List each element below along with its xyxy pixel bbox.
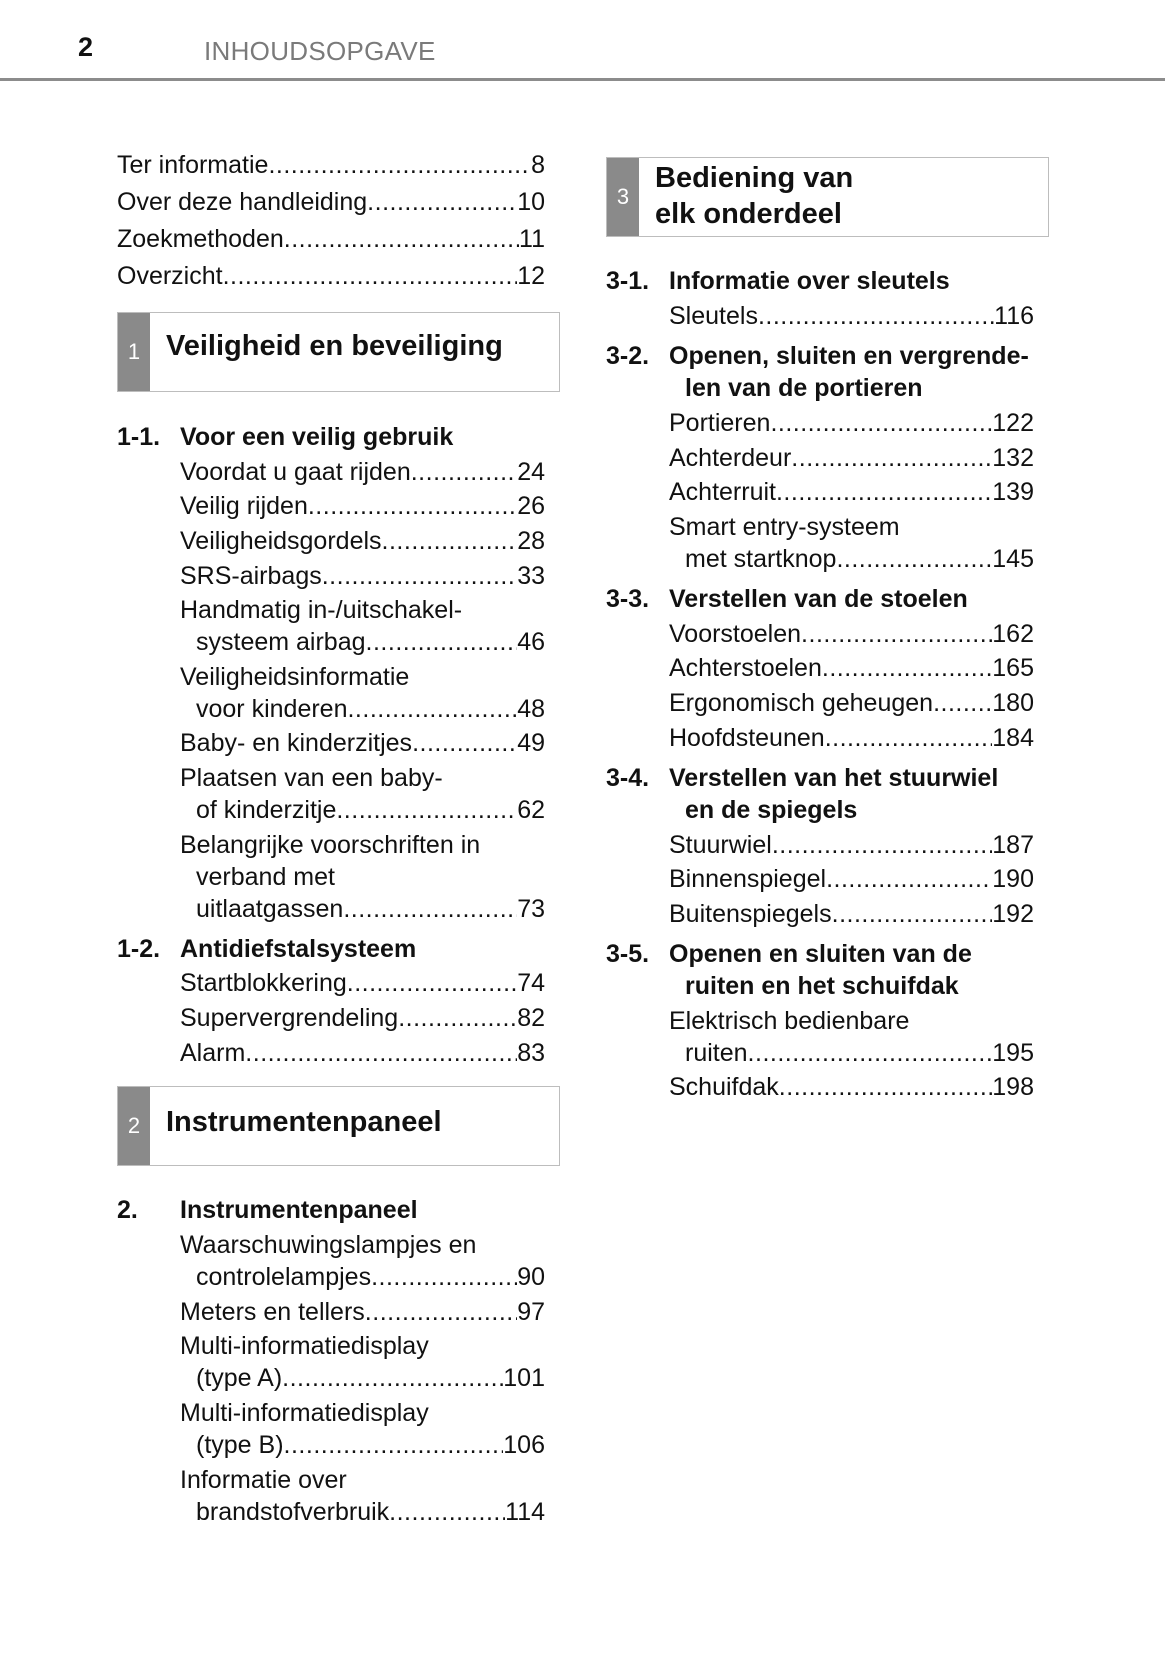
entry-page: 8 xyxy=(531,151,545,179)
page-header xyxy=(0,0,1165,82)
entry-title: Veilig rijden xyxy=(180,492,308,520)
dot-leader xyxy=(343,894,517,924)
toc-entry[interactable] xyxy=(196,1262,545,1292)
dot-leader xyxy=(347,968,517,998)
dot-leader xyxy=(411,457,517,487)
entry-title: controlelampjes xyxy=(196,1263,372,1291)
dot-leader xyxy=(398,1003,517,1033)
dot-leader xyxy=(367,187,517,217)
section-number: 1-1. xyxy=(117,423,161,451)
toc-entry[interactable] xyxy=(669,301,1034,331)
entry-title: SRS-airbags xyxy=(180,562,322,590)
chapter-2-header[interactable] xyxy=(117,1086,560,1166)
entry-page: 122 xyxy=(992,409,1034,437)
toc-entry[interactable] xyxy=(669,688,1034,718)
toc-entry[interactable] xyxy=(180,1038,545,1068)
entry-title: Over deze handleiding xyxy=(117,188,368,216)
entry-title: Achterstoelen xyxy=(669,654,822,682)
dot-leader xyxy=(322,561,517,591)
chapter-tab: 1 xyxy=(118,313,150,391)
toc-entry[interactable] xyxy=(196,1430,545,1460)
entry-page: 82 xyxy=(517,1004,545,1032)
entry-title: Baby- en kinderzitjes xyxy=(180,729,413,757)
toc-entry[interactable] xyxy=(669,443,1034,473)
section-title[interactable]: Openen en sluiten van de xyxy=(669,940,972,968)
entry-title-line: Informatie over xyxy=(180,1466,347,1494)
entry-title: (type B) xyxy=(196,1431,284,1459)
entry-page: 180 xyxy=(992,689,1034,717)
dot-leader xyxy=(223,261,518,291)
entry-title-line: Plaatsen van een baby- xyxy=(180,764,443,792)
entry-page: 165 xyxy=(992,654,1034,682)
entry-title: met startknop xyxy=(685,545,837,573)
toc-entry[interactable] xyxy=(669,723,1034,753)
entry-title: Achterruit xyxy=(669,478,776,506)
entry-page: 190 xyxy=(992,865,1034,893)
entry-title: uitlaatgassen xyxy=(196,895,344,923)
chapter-title-line-1: Bediening van xyxy=(655,162,854,194)
entry-page: 187 xyxy=(992,831,1034,859)
toc-entry[interactable] xyxy=(180,1003,545,1033)
entry-title: systeem airbag xyxy=(196,628,366,656)
toc-entry[interactable] xyxy=(117,261,545,291)
entry-title-line: Veiligheidsinformatie xyxy=(180,663,410,691)
entry-title: brandstofverbruik xyxy=(196,1498,390,1526)
page-number: 2 xyxy=(78,32,94,62)
toc-entry[interactable] xyxy=(196,795,545,825)
dot-leader xyxy=(772,830,992,860)
entry-title-line: Elektrisch bedienbare xyxy=(669,1007,910,1035)
section-title[interactable]: Verstellen van het stuurwiel xyxy=(669,764,999,792)
dot-leader xyxy=(366,627,518,657)
chapter-title: Instrumentenpaneel xyxy=(166,1106,442,1138)
chapter-tab: 2 xyxy=(118,1087,150,1165)
toc-entry[interactable] xyxy=(669,408,1034,438)
toc-entry[interactable] xyxy=(196,694,545,724)
entry-page: 28 xyxy=(517,527,545,555)
entry-page: 83 xyxy=(517,1039,545,1067)
dot-leader xyxy=(832,899,993,929)
entry-title: Binnenspiegel xyxy=(669,865,827,893)
entry-title: Startblokkering xyxy=(180,969,347,997)
toc-entry[interactable] xyxy=(669,864,1034,894)
entry-title: Alarm xyxy=(180,1039,246,1067)
chapter-title: Veiligheid en beveiliging xyxy=(166,330,503,362)
dot-leader xyxy=(389,1497,505,1527)
entry-page: 12 xyxy=(517,262,545,290)
toc-entry[interactable] xyxy=(180,491,545,521)
toc-entry[interactable] xyxy=(196,1497,545,1527)
toc-entry[interactable] xyxy=(196,1363,545,1393)
toc-entry[interactable] xyxy=(117,150,545,180)
chapter-title-line-2: elk onderdeel xyxy=(655,198,842,230)
dot-leader xyxy=(347,694,517,724)
header-rule xyxy=(0,78,1165,81)
entry-title: Ter informatie xyxy=(117,151,269,179)
dot-leader xyxy=(365,1297,517,1327)
entry-page: 73 xyxy=(517,895,545,923)
entry-title-line: Waarschuwingslampjes en xyxy=(180,1231,477,1259)
dot-leader xyxy=(748,1038,993,1068)
dot-leader xyxy=(336,795,517,825)
dot-leader xyxy=(282,1363,503,1393)
toc-entry[interactable] xyxy=(180,1297,545,1327)
entry-page: 90 xyxy=(517,1263,545,1291)
entry-title: Ergonomisch geheugen xyxy=(669,689,934,717)
section-title[interactable]: Informatie over sleutels xyxy=(669,267,950,295)
entry-page: 184 xyxy=(992,724,1034,752)
entry-title: Overzicht xyxy=(117,262,223,290)
dot-leader xyxy=(825,723,993,753)
entry-title: voor kinderen xyxy=(196,695,348,723)
entry-title-line: Multi-informatiedisplay xyxy=(180,1332,429,1360)
entry-page: 116 xyxy=(994,302,1034,330)
entry-page: 114 xyxy=(505,1498,545,1526)
entry-title: Voorstoelen xyxy=(669,620,802,648)
section-title-line-2: en de spiegels xyxy=(685,796,858,824)
entry-page: 132 xyxy=(992,444,1034,472)
entry-page: 106 xyxy=(503,1431,545,1459)
toc-entry[interactable] xyxy=(669,830,1034,860)
entry-page: 49 xyxy=(517,729,545,757)
toc-entry[interactable] xyxy=(180,728,545,758)
running-title: INHOUDSOPGAVE xyxy=(204,36,436,66)
dot-leader xyxy=(245,1038,517,1068)
dot-leader xyxy=(371,1262,517,1292)
entry-page: 139 xyxy=(992,478,1034,506)
toc-entry[interactable] xyxy=(196,894,545,924)
toc-entry[interactable] xyxy=(669,653,1034,683)
entry-title: Sleutels xyxy=(669,302,758,330)
entry-page: 198 xyxy=(992,1073,1034,1101)
toc-entry[interactable] xyxy=(180,561,545,591)
toc-entry[interactable] xyxy=(685,1038,1034,1068)
dot-leader xyxy=(412,728,517,758)
entry-page: 195 xyxy=(992,1039,1034,1067)
entry-page: 97 xyxy=(517,1298,545,1326)
toc-entry[interactable] xyxy=(669,899,1034,929)
entry-title-line: Smart entry-systeem xyxy=(669,513,900,541)
toc-entry[interactable] xyxy=(669,477,1034,507)
entry-page: 26 xyxy=(517,492,545,520)
entry-page: 11 xyxy=(519,225,545,253)
entry-title: Supervergrendeling xyxy=(180,1004,399,1032)
toc-entry[interactable] xyxy=(180,457,545,487)
entry-title-line: verband met xyxy=(196,863,335,891)
section-number: 2. xyxy=(117,1196,138,1224)
entry-title: Achterdeur xyxy=(669,444,792,472)
entry-title: Portieren xyxy=(669,409,771,437)
dot-leader xyxy=(933,688,992,718)
dot-leader xyxy=(284,224,519,254)
entry-page: 74 xyxy=(517,969,545,997)
entry-title: Hoofdsteunen xyxy=(669,724,825,752)
dot-leader xyxy=(382,526,518,556)
dot-leader xyxy=(268,150,531,180)
dot-leader xyxy=(776,477,992,507)
section-number: 3-2. xyxy=(606,342,650,370)
dot-leader xyxy=(826,864,992,894)
entry-title: Buitenspiegels xyxy=(669,900,832,928)
toc-entry[interactable] xyxy=(669,1072,1034,1102)
section-number: 1-2. xyxy=(117,935,161,963)
section-title[interactable]: Instrumentenpaneel xyxy=(180,1196,418,1224)
entry-page: 33 xyxy=(517,562,545,590)
section-number: 3-1. xyxy=(606,267,650,295)
entry-title-line: Handmatig in-/uitschakel- xyxy=(180,596,463,624)
section-title[interactable]: Voor een veilig gebruik xyxy=(180,423,454,451)
dot-leader xyxy=(770,408,992,438)
section-title-line-2: ruiten en het schuifdak xyxy=(685,972,959,1000)
entry-page: 162 xyxy=(992,620,1034,648)
entry-page: 46 xyxy=(517,628,545,656)
dot-leader xyxy=(801,619,992,649)
dot-leader xyxy=(308,491,517,521)
section-title[interactable]: Openen, sluiten en vergrende- xyxy=(669,342,1029,370)
toc-entry[interactable] xyxy=(669,619,1034,649)
entry-page: 192 xyxy=(992,900,1034,928)
section-number: 3-4. xyxy=(606,764,650,792)
entry-title-line: Multi-informatiedisplay xyxy=(180,1399,429,1427)
entry-title: Stuurwiel xyxy=(669,831,772,859)
toc-entry[interactable] xyxy=(196,627,545,657)
toc-entry[interactable] xyxy=(685,544,1034,574)
entry-title: of kinderzitje xyxy=(196,796,337,824)
entry-page: 10 xyxy=(517,188,545,216)
dot-leader xyxy=(836,544,992,574)
section-number: 3-5. xyxy=(606,940,650,968)
entry-title: Veiligheidsgordels xyxy=(180,527,382,555)
entry-title: Meters en tellers xyxy=(180,1298,365,1326)
chapter-tab: 3 xyxy=(607,158,639,236)
entry-title-line: Belangrijke voorschriften in xyxy=(180,831,481,859)
chapter-3-header[interactable] xyxy=(606,157,1049,237)
entry-title: Voordat u gaat rijden xyxy=(180,458,411,486)
toc-entry[interactable] xyxy=(180,526,545,556)
entry-title: ruiten xyxy=(685,1039,748,1067)
chapter-1-header[interactable] xyxy=(117,312,560,392)
entry-title: Zoekmethoden xyxy=(117,225,284,253)
entry-page: 48 xyxy=(517,695,545,723)
dot-leader xyxy=(779,1072,992,1102)
toc-entry[interactable] xyxy=(117,187,545,217)
entry-title: (type A) xyxy=(196,1364,283,1392)
dot-leader xyxy=(791,443,992,473)
dot-leader xyxy=(284,1430,504,1460)
entry-page: 101 xyxy=(503,1364,545,1392)
entry-page: 145 xyxy=(992,545,1034,573)
section-title-line-2: len van de portieren xyxy=(685,374,923,402)
toc-entry[interactable] xyxy=(117,224,545,254)
section-title[interactable]: Verstellen van de stoelen xyxy=(669,585,968,613)
entry-title: Schuifdak xyxy=(669,1073,779,1101)
toc-entry[interactable] xyxy=(180,968,545,998)
section-number: 3-3. xyxy=(606,585,650,613)
entry-page: 24 xyxy=(517,458,545,486)
dot-leader xyxy=(822,653,992,683)
section-title[interactable]: Antidiefstalsysteem xyxy=(180,935,417,963)
dot-leader xyxy=(758,301,994,331)
entry-page: 62 xyxy=(517,796,545,824)
